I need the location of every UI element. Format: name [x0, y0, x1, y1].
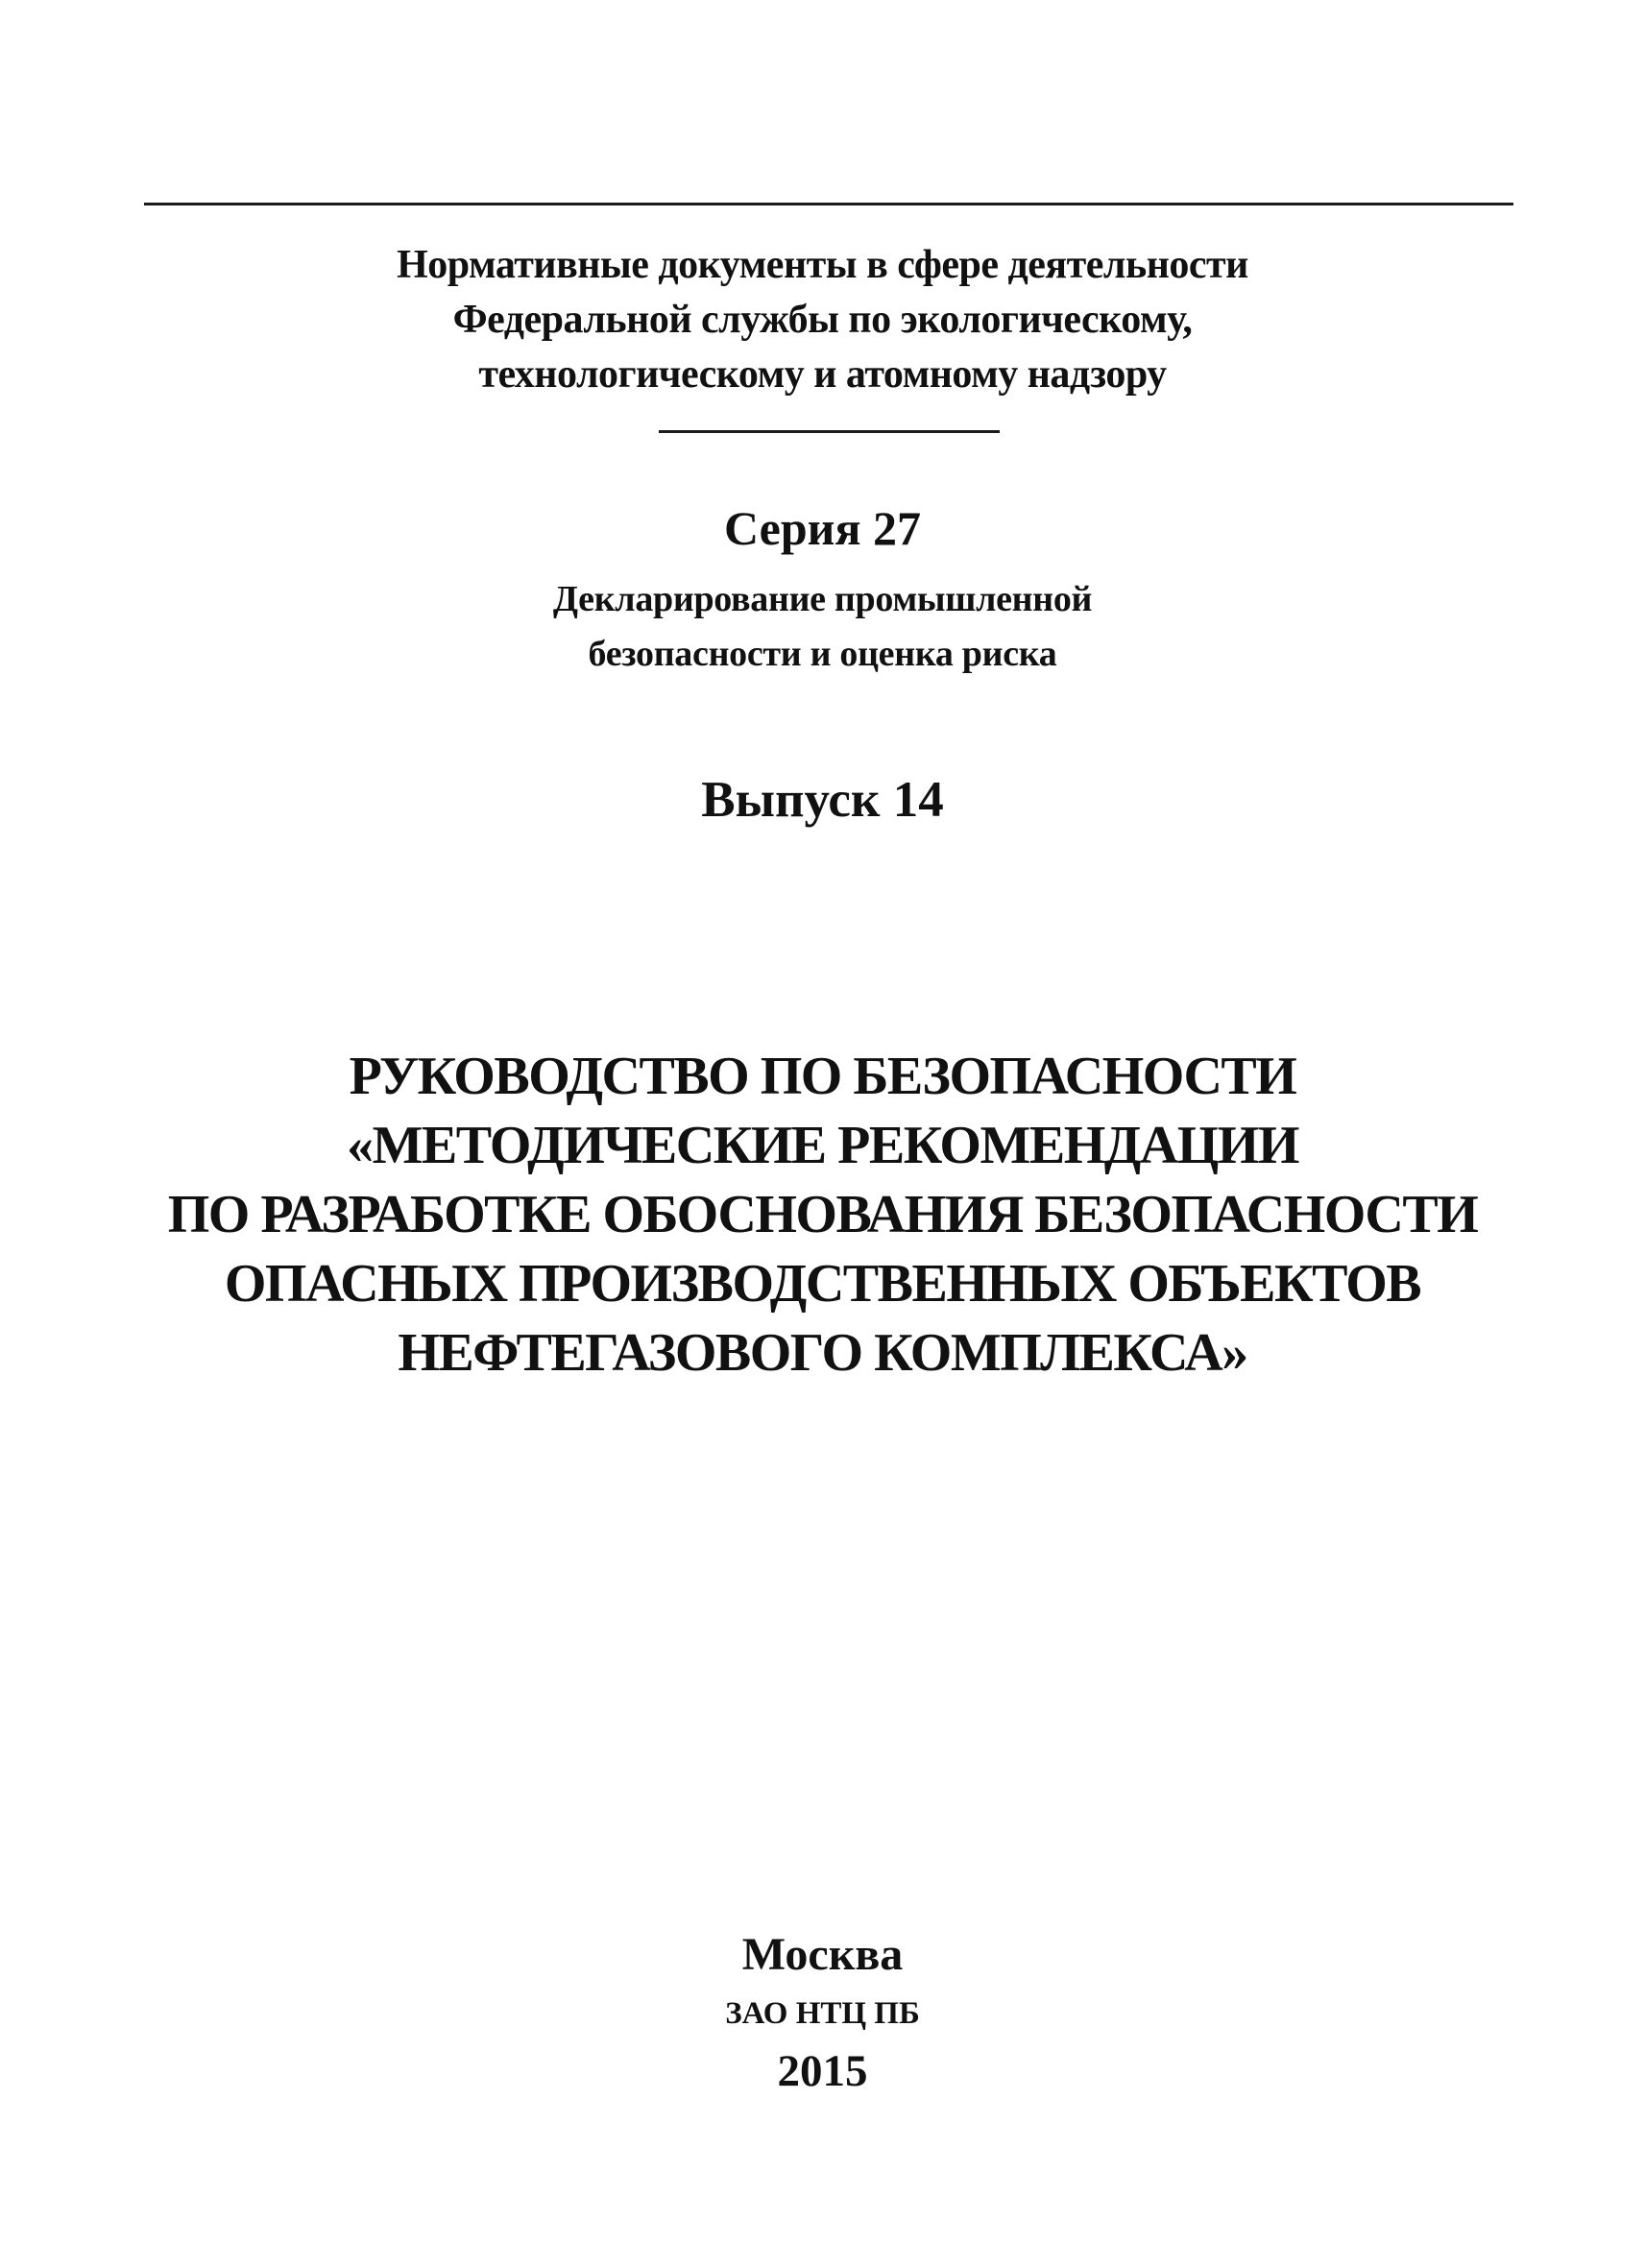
document-title-line: «МЕТОДИЧЕСКИЕ РЕКОМЕНДАЦИИ: [347, 1116, 1298, 1175]
authority-line: Федеральной службы по экологическому,: [452, 298, 1193, 342]
authority-line: технологическому и атомному надзору: [478, 352, 1167, 397]
imprint-city: Москва: [741, 1929, 904, 1980]
issue-number: Выпуск 14: [701, 772, 944, 828]
series-name-line: Декларирование промышленной: [552, 579, 1093, 619]
top-rule: [144, 203, 1513, 205]
document-title-line: НЕФТЕГАЗОВОГО КОМПЛЕКСА»: [398, 1323, 1247, 1383]
series-title: Серия 27: [723, 501, 922, 555]
authority-line: Нормативные документы в сфере деятельности: [397, 243, 1248, 287]
document-title: [0, 1042, 1645, 1387]
series-name: [0, 572, 1645, 682]
section-divider: [659, 430, 1000, 433]
document-title-line: ПО РАЗРАБОТКЕ ОБОСНОВАНИЯ БЕЗОПАСНОСТИ: [167, 1185, 1478, 1244]
document-title-line: РУКОВОДСТВО ПО БЕЗОПАСНОСТИ: [349, 1047, 1296, 1106]
issuing-authority: [0, 238, 1645, 402]
series-name-line: безопасности и оценка риска: [588, 634, 1057, 674]
imprint-publisher: ЗАО НТЦ ПБ: [725, 1996, 920, 2031]
document-title-line: ОПАСНЫХ ПРОИЗВОДСТВЕННЫХ ОБЪЕКТОВ: [224, 1254, 1421, 1314]
imprint-year: 2015: [777, 2046, 868, 2096]
